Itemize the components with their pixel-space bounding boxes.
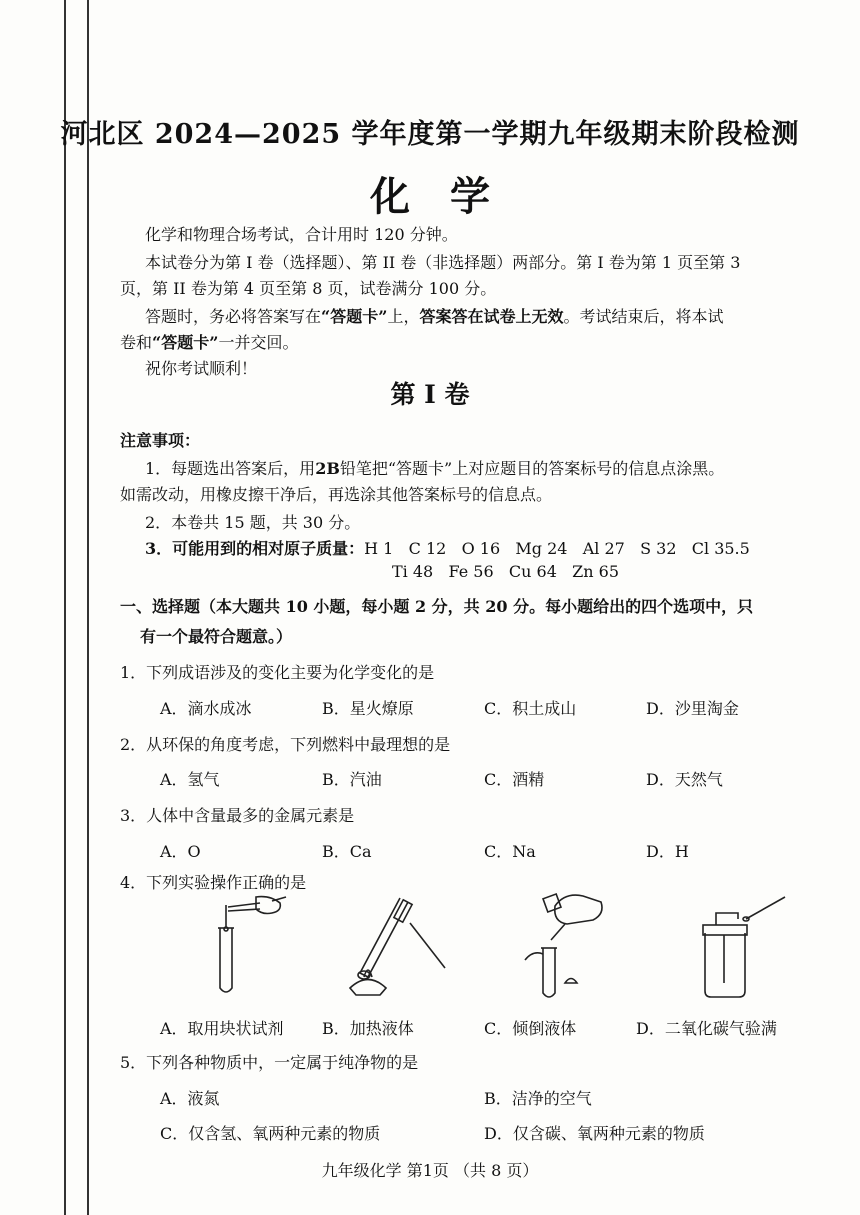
subject-title: 化学 — [370, 173, 530, 220]
figure-c-pouring-liquid-icon — [505, 888, 615, 1006]
exam-title: 河北区 2024—2025 学年度第一学期九年级期末阶段检测 — [60, 119, 800, 150]
intro-text: 上， — [387, 307, 420, 326]
question-5-stem: 5．下列各种物质中，一定属于纯净物的是 — [120, 1053, 419, 1072]
question-4-option-c: C．倾倒液体 — [484, 1019, 577, 1038]
question-5-option-c: C．仅含氢、氧两种元素的物质 — [160, 1124, 381, 1143]
question-3-option-d: D．H — [646, 842, 689, 861]
section-title: 第 I 卷 — [390, 380, 470, 409]
figure-a-solid-reagent-icon — [200, 893, 300, 1003]
answer-card-ref: “答题卡” — [321, 307, 388, 326]
figure-d-co2-full-check-icon — [690, 893, 800, 1003]
note-text: 铅笔把“答题卡”上对应题目的答案标号的信息点涂黑。 — [339, 459, 725, 478]
answer-card-ref: “答题卡” — [152, 333, 219, 352]
intro-line-4: 祝你考试顺利！ — [145, 359, 258, 378]
question-3-option-c: C．Na — [484, 842, 536, 861]
question-5-option-a: A．液氮 — [160, 1089, 220, 1108]
question-1-option-a: A．滴水成冰 — [160, 699, 252, 718]
part1-instructions-2: 有一个最符合题意。） — [140, 627, 293, 646]
question-1-stem: 1．下列成语涉及的变化主要为化学变化的是 — [120, 663, 435, 682]
question-1-option-c: C．积土成山 — [484, 699, 577, 718]
invalid-warning: 答案答在试卷上无效 — [419, 307, 564, 326]
notes-heading: 注意事项： — [120, 431, 201, 450]
part1-instructions-1: 一、选择题（本大题共 10 小题，每小题 2 分，共 20 分。每小题给出的四个选项中，只 — [120, 597, 754, 616]
atomic-mass-row-2: Ti 48 Fe 56 Cu 64 Zn 65 — [392, 562, 620, 581]
note-1a — [145, 456, 724, 479]
question-4-stem: 4．下列实验操作正确的是 — [120, 873, 307, 892]
note-text: 1．每题选出答案后，用 — [145, 459, 316, 478]
intro-line-3b — [120, 330, 298, 353]
question-1-option-b: B．星火燎原 — [322, 699, 414, 718]
intro-line-2a: 本试卷分为第 I 卷（选择题）、第 II 卷（非选择题）两部分。第 I 卷为第 1 页至第 3 — [145, 253, 741, 272]
intro-text: 一并交回。 — [218, 333, 299, 352]
question-2-option-c: C．酒精 — [484, 770, 545, 789]
question-4-option-a: A．取用块状试剂 — [160, 1019, 284, 1038]
atomic-mass-label: 3．可能用到的相对原子质量： — [145, 539, 365, 558]
note-2: 2．本卷共 15 题，共 30 分。 — [145, 513, 361, 532]
page-footer: 九年级化学 第1页 （共 8 页） — [321, 1161, 539, 1180]
figure-b-heating-liquid-icon — [340, 893, 460, 1003]
note-1b: 如需改动，用橡皮擦干净后，再选涂其他答案标号的信息点。 — [120, 485, 553, 504]
intro-text: 卷和 — [120, 333, 153, 352]
question-2-option-d: D．天然气 — [646, 770, 723, 789]
question-3-option-b: B．Ca — [322, 842, 372, 861]
atomic-mass-row-1: H 1 C 12 O 16 Mg 24 Al 27 S 32 Cl 35.5 — [364, 539, 750, 558]
question-1-option-d: D．沙里淘金 — [646, 699, 739, 718]
intro-line-3a — [145, 304, 723, 327]
question-2-option-a: A．氢气 — [160, 770, 220, 789]
question-2-option-b: B．汽油 — [322, 770, 382, 789]
intro-text: 。考试结束后，将本试 — [563, 307, 724, 326]
note-3 — [145, 536, 750, 559]
question-4-option-b: B．加热液体 — [322, 1019, 414, 1038]
question-5-option-d: D．仅含碳、氧两种元素的物质 — [484, 1124, 705, 1143]
question-3-option-a: A．O — [160, 842, 201, 861]
intro-line-1: 化学和物理合场考试，合计用时 120 分钟。 — [145, 225, 458, 244]
intro-text: 答题时，务必将答案写在 — [145, 307, 322, 326]
pencil-type: 2B — [315, 459, 340, 478]
question-5-option-b: B．洁净的空气 — [484, 1089, 592, 1108]
question-2-stem: 2．从环保的角度考虑，下列燃料中最理想的是 — [120, 735, 451, 754]
intro-line-2b: 页，第 II 卷为第 4 页至第 8 页，试卷满分 100 分。 — [120, 279, 497, 298]
question-3-stem: 3．人体中含量最多的金属元素是 — [120, 806, 355, 825]
question-4-option-d: D．二氧化碳气验满 — [636, 1019, 777, 1038]
